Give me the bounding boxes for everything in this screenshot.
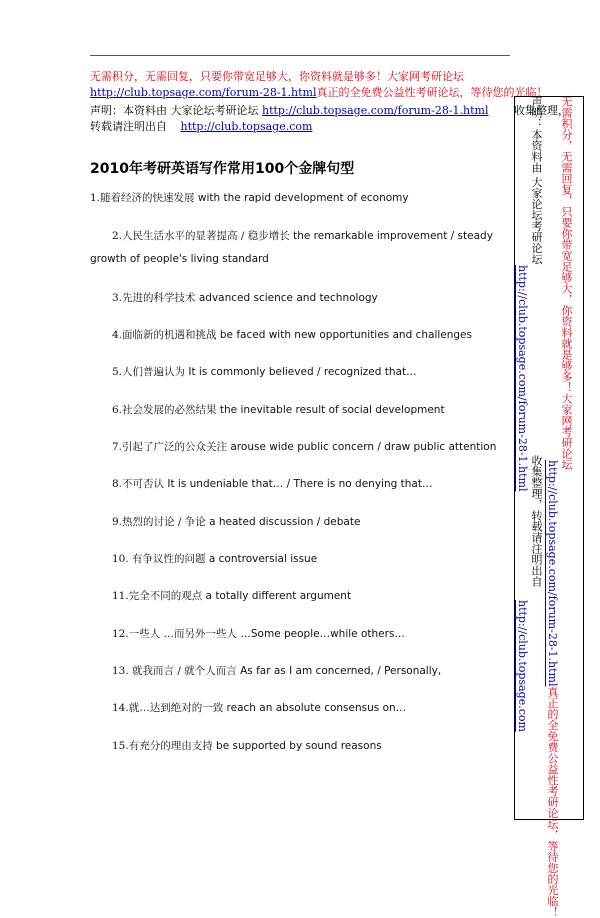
forum-link[interactable]: http://club.topsage.com/forum-28-1.html (90, 86, 317, 99)
list-item: 8.不可否认 It is undeniable that… / There is no denying that… (112, 478, 433, 490)
sidebar-notice-link[interactable]: http://club.topsage.com/forum-28-1.html (516, 265, 529, 492)
list-item: 13. 就我而言 / 就个人而言 As far as I am concerned, / Personally, (112, 665, 442, 677)
site-link[interactable]: http://club.topsage.com (180, 120, 313, 133)
sidebar-url-col: http://club.topsage.com/forum-28-1.html真正的全免费公益性考研论坛，等待您的光临！ (546, 460, 559, 918)
sidebar-notice: 声明：本资料由 大家论坛考研论坛 (530, 96, 543, 265)
notice-line (90, 104, 569, 118)
list-item: 14.就…达到绝对的一致 reach an absolute consensus on… (112, 702, 407, 714)
promo-line: 无需积分，无需回复，只要你带宽足够大，你资料就是够多！大家网考研论坛 (90, 70, 464, 83)
free-text: 真正的全免费公益性考研论坛，等待您的光临！ (316, 86, 548, 99)
repost-text: 转载请注明出自 (90, 120, 167, 133)
list-item: 12.一些人 …而另外一些人 …Some people…while others… (112, 628, 405, 640)
sidebar-promo: 无需积分，无需回复，只要你带宽足够大，你资料就是够多！大家网考研论坛 (560, 96, 573, 470)
sidebar-notice-url (516, 265, 529, 492)
sidebar-forum-link[interactable]: http://club.topsage.com/forum-28-1.html (546, 460, 559, 687)
promo-url-line (90, 86, 548, 100)
list-item: 7.引起了广泛的公众关注 arouse wide public concern / draw public attention (112, 441, 497, 453)
sidebar-site-link[interactable]: http://club.topsage.com (516, 600, 529, 732)
list-item: 10. 有争议性的问题 a controversial issue (112, 553, 318, 565)
list-item: growth of people's living standard (90, 253, 269, 265)
list-item: 4.面临新的机遇和挑战 be faced with new opportunities and challenges (112, 329, 472, 341)
top-rule (90, 55, 510, 56)
list-item: 1.随着经济的快速发展 with the rapid development of economy (90, 192, 409, 204)
list-item: 6.社会发展的必然结果 the inevitable result of social development (112, 404, 445, 416)
list-item: 5.人们普遍认为 It is commonly believed / recognized that… (112, 366, 417, 378)
list-item: 15.有充分的理由支持 be supported by sound reasons (112, 740, 382, 752)
list-item: 2.人民生活水平的显著提高 / 稳步增长 the remarkable improvement / steady (112, 230, 493, 242)
notice-suffix: 收集整理， (514, 104, 569, 117)
page-title: 2010年考研英语写作常用100个金牌句型 (90, 161, 355, 177)
sidebar-repost: 收集整理，转载请注明出自 (530, 455, 543, 587)
repost-line (90, 120, 312, 134)
list-item: 9.热烈的讨论 / 争论 a heated discussion / debate (112, 516, 361, 528)
notice-link[interactable]: http://club.topsage.com/forum-28-1.html (262, 104, 489, 117)
notice-prefix: 声明：本资料由 大家论坛考研论坛 (90, 104, 259, 117)
list-item: 3.先进的科学技术 advanced science and technology (112, 292, 378, 304)
sidebar-site (516, 600, 529, 732)
list-item: 11.完全不同的观点 a totally different argument (112, 590, 352, 602)
